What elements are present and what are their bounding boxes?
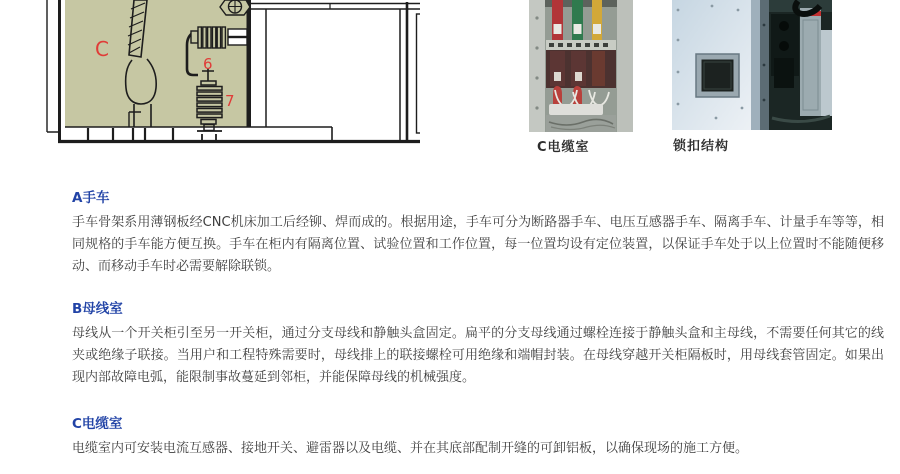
door-window <box>696 54 739 97</box>
section-cable-room <box>72 412 884 460</box>
cable-room-photo <box>529 0 633 132</box>
label-compartment-c: C <box>95 37 109 61</box>
front-compartment <box>251 2 420 141</box>
wall-bushing <box>191 27 247 48</box>
photo-caption-cable-room: C电缆室 <box>537 140 590 155</box>
section-handcart <box>72 186 884 278</box>
label-item-6: 6 <box>203 55 213 73</box>
section-busbar-room <box>72 297 884 389</box>
switchgear-cross-section-diagram <box>45 0 420 158</box>
section-cable-room-heading: C电缆室 <box>72 416 123 432</box>
section-handcart-body: 手车骨架系用薄钢板经CNC机床加工后经铆、焊而成的。根据用途，手车可分为断路器手车、电压互感器手车、隔离手车、计量手车等等，相同规格的手车能方便互换。手车在柜内有隔离位置、试验位置和工作位置，每一位置均设有定位装置，以保证手车处于以上位置时不能随便移动、而移动手车时必需要解除联锁。 <box>72 215 884 274</box>
section-handcart-heading: A手车 <box>72 190 110 206</box>
photo-caption-lock-structure: 锁扣结构 <box>673 139 730 154</box>
label-item-7: 7 <box>225 92 235 110</box>
bolt-symbol <box>220 0 250 15</box>
section-busbar-room-body: 母线从一个开关柜引至另一开关柜，通过分支母线和静触头盒固定。扁平的分支母线通过螺栓连接于静触头盒和主母线，不需要任何其它的线夹或绝缘子联接。当用户和工程特殊需要时，母线排上的联接螺栓可用绝缘和端帽封装。在母线穿越开关柜隔板时，用母线套管固定。如果出现内部故障电弧，能限制事故蔓延到邻柜，并能保障母线的机械强度。 <box>72 326 884 385</box>
section-cable-room-body: 电缆室内可安装电流互感器、接地开关、避雷器以及电缆、并在其底部配制开缝的可卸铝板，以确保现场的施工方便。 <box>72 441 749 456</box>
lock-structure-photo <box>672 0 832 130</box>
section-busbar-room-heading: B母线室 <box>72 301 123 317</box>
